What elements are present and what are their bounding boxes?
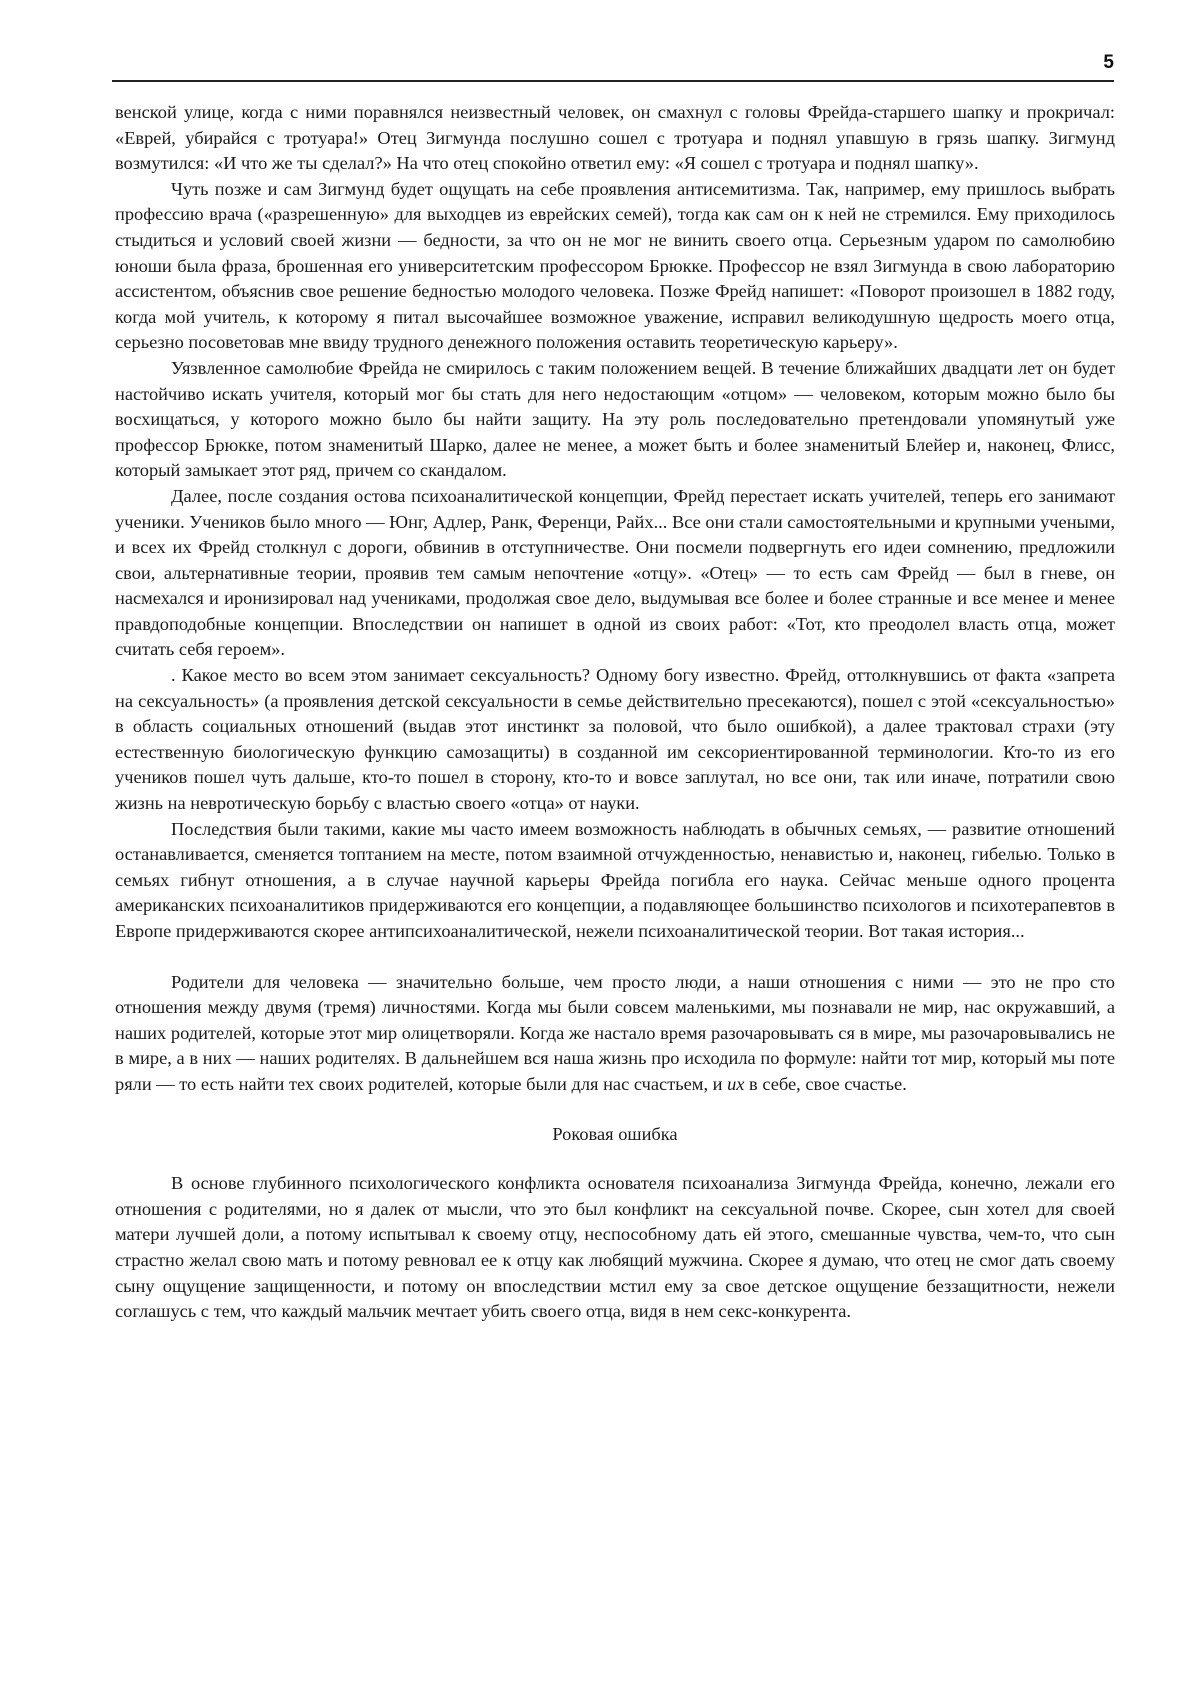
- body-text: [115, 100, 1115, 1325]
- paragraph-students: Далее, после создания остова психоаналитической концепции, Фрейд перестает искать учителей, теперь его занимают ученики. Учеников было много — Юнг, Адлер, Ранк, Ференци, Райх... Все они стали самостоятельными и крупными учеными, и всех их Фрейд столкнул с дороги, обвинив в отступничестве. Они посмели подвергнуть его идеи сомнению, предложили свои, альтернативные теории, проявив тем самым непочтение «отцу». «Отец» — то есть сам Фрейд — был в гневе, он насмехался и иронизировал над учениками, продолжая свое дело, выдумывая все более и более странные и все менее и менее правдоподобные концепции. Впоследствии он напишет в одной из своих работ: «Тот, кто преодолел власть отца, может считать себя героем».: [115, 485, 1115, 660]
- paragraph-parents-italic: их: [727, 1073, 745, 1094]
- paragraph-consequences: Последствия были такими, какие мы часто имеем возможность наблюдать в обычных семьях, — развитие отношений останавливается, сменяется топтанием на месте, потом взаимной отчужденностью, ненавистью и, наконец, гибелью. Только в семьях гибнут отношения, а в случае научной карьеры Фрейда погибла его наука. Сейчас меньше одного процента американских психоаналитиков придерживаются его концепции, а подавляющее большинство психологов и психотерапевтов в Европе придерживаются скорее антипсихоаналитической, нежели психоаналитической теории. Вот такая история...: [115, 818, 1115, 941]
- paragraph-parents-text: Родители для человека — значительно больше, чем просто люди, а наши отношения с ними — это не про сто отношения между двумя (тремя) личностями. Когда мы были совсем маленькими, мы познавали не мир, нас окружавший, а наших родителей, которые этот мир олицетворяли. Когда же настало время разочаровывать ся в мире, мы разочаровывались не в мире, а в них — наших родителях. В дальнейшем вся наша жизнь про исходила по формуле: найти тот мир, который мы поте ряли — то есть найти тех своих родителей, которые были для нас счастьем, и: [115, 971, 1115, 1094]
- paragraph-search-for-father: Уязвленное самолюбие Фрейда не смирилось с таким положением вещей. В течение ближайших двадцати лет он будет настойчиво искать учителя, который мог бы стать для него недостающим «отцом» — человеком, которым можно было бы восхищаться, у которого можно было бы найти защиту. На эту роль последовательно претендовали упомянутый уже профессор Брюкке, потом знаменитый Шарко, далее не менее, а может быть и более знаменитый Блейер и, наконец, Флисс, который замыкает этот ряд, причем со скандалом.: [115, 357, 1115, 481]
- paragraph-antisemitism: Чуть позже и сам Зигмунд будет ощущать на себе проявления антисемитизма. Так, например, ему пришлось выбрать профессию врача («разрешенную» для выходцев из еврейских семей), тогда как сам он к ней не стремился. Ему приходилось стыдиться и условий своей жизни — бедности, за что он не мог не винить своего отца. Серьезным ударом по самолюбию юноши была фраза, брошенная его университетским профессором Брюкке. Профессор не взял Зигмунда в свою лабораторию ассистентом, объяснив свое решение бедностью молодого человека. Позже Фрейд напишет: «Поворот произошел в 1882 году, когда мой учитель, к которому я питал высочайшее возможное уважение, исправил великодушную щедрость моего отца, серьезно посоветовав мне ввиду трудного денежного положения оставить теоретическую карьеру».: [115, 178, 1115, 353]
- page-number: 5: [1103, 52, 1114, 73]
- paragraph-sexuality: . Какое место во всем этом занимает сексуальность? Одному богу известно. Фрейд, оттолкнувшись от факта «запрета на сексуальность» (а проявления детской сексуальности в семье действительно пресекаются), пошел с этой «сексуальностью» в область социальных отношений (выдав этот инстинкт за половой, что было ошибкой), а далее трактовал страхи (эту естественную биологическую функцию самозащиты) в созданной им сексориентированной терминологии. Кто-то из его учеников пошел чуть дальше, кто-то пошел в сторону, кто-то и вовсе заплутал, но все они, так или иначе, потратили свою жизнь на невротическую борьбу с властью своего «отца» от науки.: [115, 665, 1115, 814]
- section-heading: Роковая ошибка: [552, 1123, 678, 1144]
- paragraph-parents-end: в себе, свое счастье.: [744, 1073, 907, 1094]
- paragraph-fatal-mistake: В основе глубинного психологического конфликта основателя психоанализа Зигмунда Фрейда, конечно, лежали его отношения с родителями, но я далек от мысли, что это был конфликт на сексуальной почве. Скорее, сын хотел для своей матери лучшей доли, а потому испытывал к своему отцу, неспособному дать ей этого, смешанные чувства, чем-то, что сын страстно желал свою мать и потому ревновал ее к отцу как любящий мужчина. Скорее я думаю, что отец не смог дать своему сыну ощущение защищенности, и потому он впоследствии мстил ему за свое детское ощущение беззащитности, нежели соглашусь с тем, что каждый мальчик мечтает убить своего отца, видя в нем секс-конкурента.: [115, 1173, 1115, 1322]
- paragraph-parents: [115, 970, 1115, 1098]
- header-rule: [112, 80, 1114, 82]
- paragraph-continuation: венской улице, когда с ними поравнялся неизвестный человек, он смахнул с головы Фрейда-старшего шапку и прокричал: «Еврей, убирайся с тротуара!» Отец Зигмунда послушно сошел с тротуара и поднял упавшую в грязь шапку. Зигмунд возмутился: «И что же ты сделал?» На что отец спокойно ответил ему: «Я сошел с тротуара и поднял шапку».: [115, 102, 1115, 174]
